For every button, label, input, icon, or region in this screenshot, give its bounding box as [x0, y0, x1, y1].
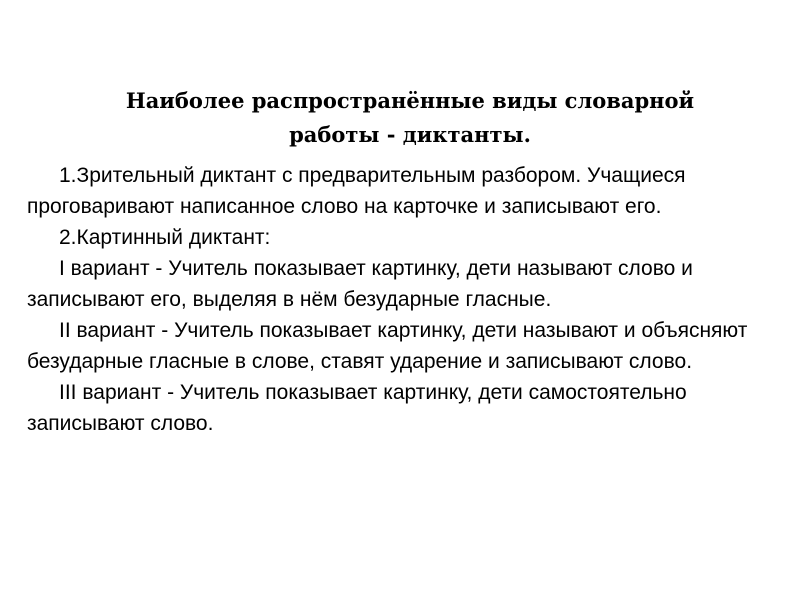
slide-title	[40, 84, 780, 152]
title-line-2: работы - диктанты.	[289, 122, 531, 147]
paragraph-variant-3: III вариант - Учитель показывает картинку, дети самостоятельно записывают слово.	[27, 381, 687, 435]
slide-body	[27, 160, 787, 439]
paragraph-picture-dictation: 2.Картинный диктант:	[59, 226, 271, 249]
paragraph-variant-2: II вариант - Учитель показывает картинку, дети называют и объясняют безударные гласные в слове, ставят ударение и записывают слово.	[27, 319, 748, 373]
title-line-1: Наиболее распространённые виды словарной	[125, 88, 695, 113]
paragraph-variant-1: I вариант - Учитель показывает картинку, дети называют слово и записывают его, выделяя в нём безударные гласные.	[27, 257, 693, 311]
paragraph-visual-dictation: 1.Зрительный диктант с предварительным разбором. Учащиеся проговаривают написанное слово на карточке и записывают его.	[27, 164, 686, 218]
